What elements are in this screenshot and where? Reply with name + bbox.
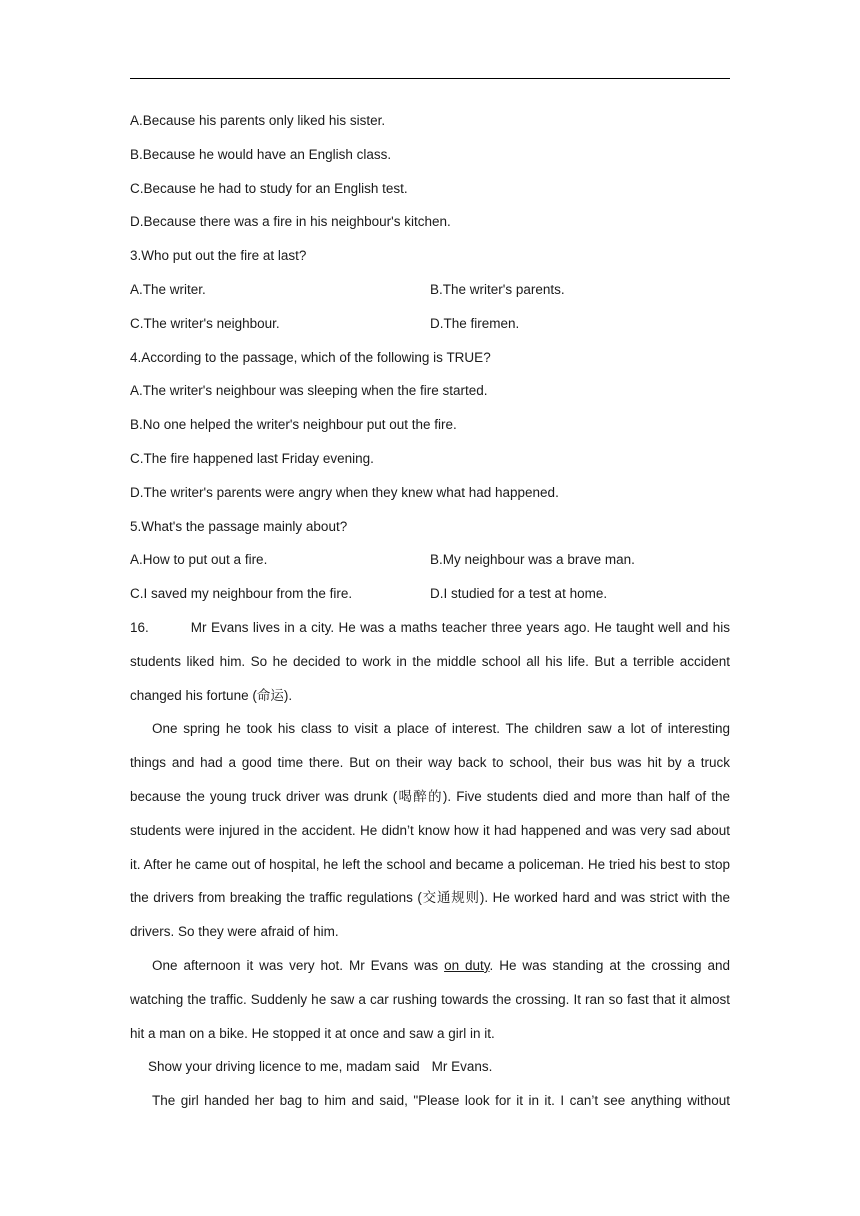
q5-question: 5.What's the passage mainly about? — [130, 518, 348, 534]
passage-16-paragraph-1 — [130, 611, 730, 712]
q4-option-d: D.The writer's parents were angry when they knew what had happened. — [130, 484, 559, 500]
q4-option-a: A.The writer's neighbour was sleeping when the fire started. — [130, 383, 488, 399]
passage-number: 16. — [130, 619, 149, 635]
p3-text-before: One afternoon it was very hot. Mr Evans was — [152, 957, 445, 973]
q4-question: 4.According to the passage, which of the following is TRUE? — [130, 349, 491, 365]
p4-text-part1: Show your driving licence to me, madam said — [148, 1059, 420, 1075]
passage-16-paragraph-5: The girl handed her bag to him and said, "Please look for it in it. I can’t see anything without — [152, 1093, 730, 1109]
q5-option-c: C.I saved my neighbour from the fire. — [130, 586, 353, 602]
q5-options-row-1 — [130, 543, 730, 577]
q4-option-b: B.No one helped the writer's neighbour put out the fire. — [130, 417, 457, 433]
q5-option-d: D.I studied for a test at home. — [430, 586, 608, 602]
q5-option-b: B.My neighbour was a brave man. — [430, 552, 635, 568]
q5-option-a: A.How to put out a fire. — [130, 552, 268, 568]
page-content — [130, 104, 730, 1118]
q3-options-row-2 — [130, 307, 730, 341]
q3-option-c: C.The writer's neighbour. — [130, 315, 280, 331]
q3-option-a: A.The writer. — [130, 281, 206, 297]
passage-16-p1-text: Mr Evans lives in a city. He was a maths teacher three years ago. He taught well and his students liked him. So he decided to work in the middle school all his life. But a terrible accident changed his fortune (命运). — [130, 619, 730, 703]
passage-16-paragraph-4 — [130, 1050, 730, 1084]
underlined-phrase: on duty — [444, 957, 490, 973]
passage-16-paragraph-3 — [130, 949, 730, 1050]
q3-option-b: B.The writer's parents. — [430, 281, 565, 297]
passage-16-paragraph-2: One spring he took his class to visit a place of interest. The children saw a lot of interesting things and had a good time there. But on their way back to school, their bus was hit by a truck because the young truck driver was drunk (喝醉的). Five students died and more than half of the students were injured in the accident. He didn’t know how it had happened and was very sad about it. After he came out of hospital, he left the school and became a policeman. He tried his best to stop the drivers from breaking the traffic regulations (交通规则). He worked hard and was strict with the drivers. So they were afraid of him. — [130, 721, 730, 940]
q2-option-b: B.Because he would have an English class. — [130, 146, 392, 162]
q3-option-d: D.The firemen. — [430, 315, 520, 331]
q4-option-c: C.The fire happened last Friday evening. — [130, 450, 374, 466]
q2-option-a: A.Because his parents only liked his sister. — [130, 113, 386, 128]
q3-options-row-1 — [130, 273, 730, 307]
q2-option-c: C.Because he had to study for an English test. — [130, 180, 408, 196]
q3-question: 3.Who put out the fire at last? — [130, 248, 307, 264]
q5-options-row-2 — [130, 577, 730, 611]
header-rule — [130, 78, 730, 79]
p4-text-part2: Mr Evans. — [431, 1059, 493, 1075]
p3-text-after: . He was standing at the crossing and watching the traffic. Suddenly he saw a car rushing towards the crossing. It ran so fast that it almost hit a man on a bike. He stopped it at once and saw a girl in it. — [130, 957, 730, 1041]
q2-option-d: D.Because there was a fire in his neighbour's kitchen. — [130, 214, 451, 230]
